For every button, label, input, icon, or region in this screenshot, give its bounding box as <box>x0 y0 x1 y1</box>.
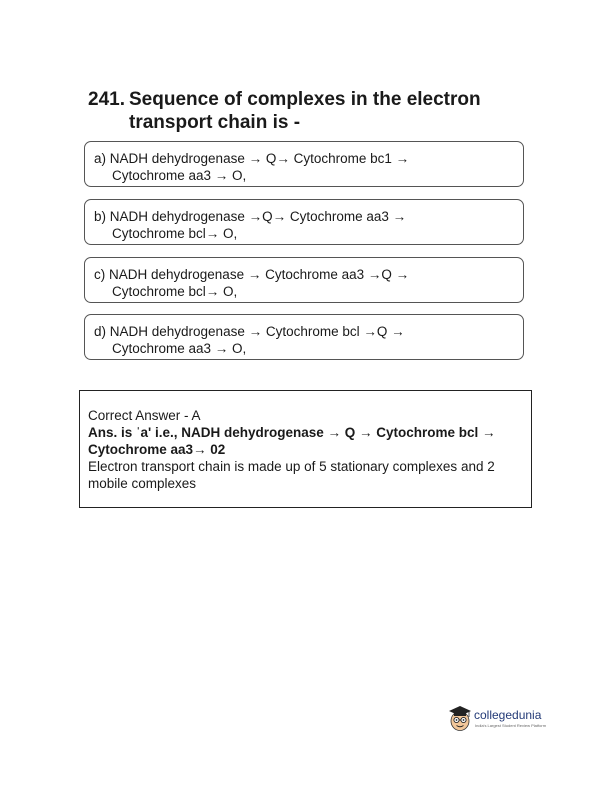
option-a-line2: Cytochrome aa3 → O, <box>112 168 247 183</box>
logo-tagline: India's Largest Student Review Platform <box>475 723 547 728</box>
question-heading <box>88 88 528 134</box>
answer-box <box>79 390 532 508</box>
option-b[interactable] <box>84 199 524 245</box>
question-number: 241. <box>88 89 125 110</box>
answer-statement-line1: Ans. is ˈa' i.e., NADH dehydrogenase → Q → Cytochrome bcl → <box>88 425 496 440</box>
option-a-line1: a) NADH dehydrogenase → Q→ Cytochrome bc1 → <box>94 151 410 166</box>
answer-statement-line2: Cytochrome aa3→ 02 <box>88 442 226 457</box>
option-a[interactable] <box>84 141 524 187</box>
option-d-line1: d) NADH dehydrogenase → Cytochrome bcl →Q → <box>94 324 405 339</box>
option-c[interactable] <box>84 257 524 303</box>
graduate-mascot-icon <box>448 704 472 732</box>
collegedunia-logo <box>448 704 558 734</box>
answer-explanation: Electron transport chain is made up of 5 stationary complexes and 2 mobile complexes <box>88 459 495 491</box>
correct-answer: Correct Answer - A <box>88 408 201 423</box>
option-c-line1: c) NADH dehydrogenase → Cytochrome aa3 →Q → <box>94 267 410 282</box>
logo-brand-text: collegedunia <box>474 708 542 722</box>
option-d[interactable] <box>84 314 524 360</box>
option-c-line2: Cytochrome bcl→ O, <box>112 284 238 299</box>
question-text-line1: Sequence of complexes in the electron <box>129 89 481 110</box>
question-text-line2: transport chain is - <box>129 112 301 133</box>
option-b-line1: b) NADH dehydrogenase →Q→ Cytochrome aa3 → <box>94 209 407 224</box>
option-d-line2: Cytochrome aa3 → O, <box>112 341 247 356</box>
option-b-line2: Cytochrome bcl→ O, <box>112 226 238 241</box>
